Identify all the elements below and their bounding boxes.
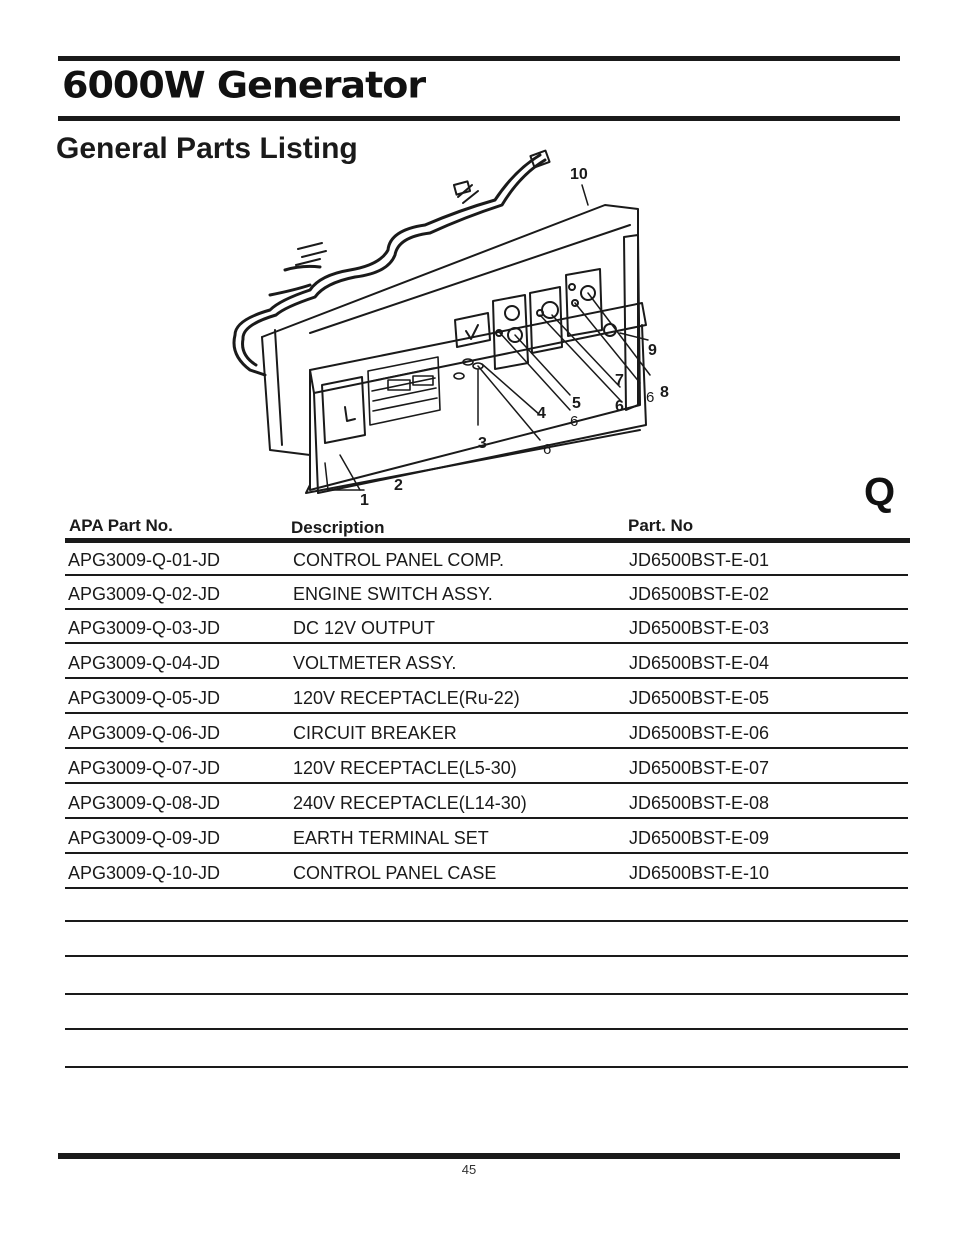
callout-8: 8 (660, 384, 669, 401)
front-grille (368, 357, 440, 425)
apa-part-no: APG3009-Q-08-JD (68, 793, 221, 813)
apa-part-no: APG3009-Q-05-JD (68, 688, 221, 708)
description: 240V RECEPTACLE(L14-30) (293, 793, 527, 813)
row-rule (65, 852, 908, 854)
part-no: JD6500BST-E-08 (629, 793, 770, 813)
table-row (0, 820, 954, 854)
apa-part-no: APG3009-Q-09-JD (68, 828, 221, 848)
apa-part-no: APG3009-Q-06-JD (68, 723, 221, 743)
empty-row-rule (65, 1028, 908, 1030)
description: ENGINE SWITCH ASSY. (293, 584, 493, 604)
part-no: JD6500BST-E-02 (629, 584, 770, 604)
description: DC 12V OUTPUT (293, 618, 436, 638)
callout-6a: 6 (646, 389, 655, 406)
footer-rule (58, 1153, 900, 1159)
callout-7: 7 (615, 372, 624, 389)
table-header (0, 514, 954, 540)
table-row (0, 680, 954, 714)
table-row (0, 785, 954, 819)
callout-3: 3 (478, 435, 487, 452)
table-row (0, 715, 954, 749)
callout-labels (360, 166, 669, 509)
wire-harness (234, 155, 545, 375)
part-no: JD6500BST-E-05 (629, 688, 770, 708)
description: EARTH TERMINAL SET (293, 828, 489, 848)
row-rule (65, 677, 908, 679)
apa-part-no: APG3009-Q-02-JD (68, 584, 221, 604)
wire-connectors (296, 151, 550, 265)
receptacle-panels (493, 269, 616, 369)
description: CONTROL PANEL CASE (293, 863, 497, 883)
table-row (0, 610, 954, 644)
part-no: JD6500BST-E-06 (629, 723, 770, 743)
table-row (0, 855, 954, 889)
top-rule (58, 56, 900, 61)
callout-5: 5 (572, 395, 581, 412)
voltmeter (455, 313, 490, 347)
empty-row-rule (65, 1066, 908, 1068)
column-header-apa-part-no: APA Part No. (69, 516, 173, 535)
apa-part-no: APG3009-Q-04-JD (68, 653, 221, 673)
part-no: JD6500BST-E-03 (629, 618, 770, 638)
part-no: JD6500BST-E-10 (629, 863, 770, 883)
callout-6b: 6 (570, 413, 579, 430)
column-header-description: Description (291, 518, 385, 537)
description: CONTROL PANEL COMP. (293, 550, 505, 570)
table-row (0, 542, 954, 576)
row-rule (65, 887, 908, 889)
column-header-part-no: Part. No (628, 516, 694, 535)
description: CIRCUIT BREAKER (293, 723, 457, 743)
callout-2: 2 (394, 477, 403, 494)
empty-row-rule (65, 955, 908, 957)
row-rule (65, 747, 908, 749)
apa-part-no: APG3009-Q-07-JD (68, 758, 221, 778)
callout-6: 6 (615, 398, 624, 415)
description: VOLTMETER ASSY. (293, 653, 457, 673)
part-no: JD6500BST-E-09 (629, 828, 770, 848)
empty-row-rule (65, 920, 908, 922)
callout-9: 9 (648, 342, 657, 359)
callout-10: 10 (570, 166, 588, 183)
apa-part-no: APG3009-Q-10-JD (68, 863, 221, 883)
section-letter: Q (864, 470, 896, 514)
callout-1: 1 (360, 492, 369, 509)
table-row (0, 645, 954, 679)
row-rule (65, 642, 908, 644)
control-panel-diagram (210, 125, 690, 520)
description: 120V RECEPTACLE(L5-30) (293, 758, 517, 778)
callout-4: 4 (537, 405, 546, 422)
description: 120V RECEPTACLE(Ru-22) (293, 688, 520, 708)
document-title: 6000W Generator (62, 64, 426, 106)
table-row (0, 576, 954, 610)
front-panel (306, 235, 646, 493)
apa-part-no: APG3009-Q-03-JD (68, 618, 221, 638)
table-row (0, 750, 954, 784)
part-no: JD6500BST-E-07 (629, 758, 770, 778)
part-no: JD6500BST-E-01 (629, 550, 770, 570)
section-title: General Parts Listing (56, 132, 358, 165)
page-number: 45 (461, 1162, 477, 1177)
apa-part-no: APG3009-Q-01-JD (68, 550, 221, 570)
title-underline (58, 116, 900, 121)
row-rule (65, 712, 908, 714)
row-rule (65, 782, 908, 784)
part-no: JD6500BST-E-04 (629, 653, 770, 673)
row-rule (65, 817, 908, 819)
empty-row-rule (65, 993, 908, 995)
callout-6c: 6 (543, 441, 552, 458)
